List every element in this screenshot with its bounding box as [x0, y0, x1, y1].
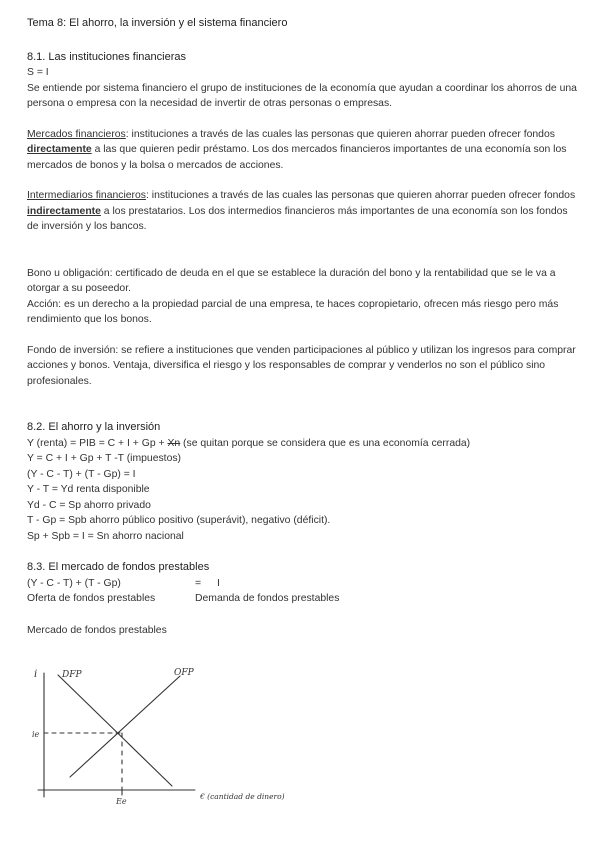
directamente-keyword: directamente — [27, 144, 92, 155]
accion-definition: Acción: es un derecho a la propiedad parcial de una empresa, te haces copropietario, ofrecen más riesgo pero más rendimiento que los bonos. — [27, 298, 559, 325]
fondo-inversion-definition: Fondo de inversión: se refiere a instituciones que venden participaciones al público y utilizan los ingresos para comprar acciones y bonos. Ventaja, diversifica el riesgo y los responsables de comprar y venderlos no son el público sino profesionales. — [27, 344, 576, 387]
demand-curve — [58, 675, 172, 786]
mercados-financieros-term: Mercados financieros — [27, 128, 126, 140]
equation-line-3: (Y - C - T) + (T - Gp) = I — [27, 468, 136, 480]
loanable-funds-equation: (Y - C - T) + (T - Gp) = I — [27, 577, 220, 589]
equation-line-2: Y = C + I + Gp + T -T (impuestos) — [27, 453, 182, 464]
equation-line-1: Y (renta) = PIB = C + I + Gp + Xn (se quitan porque se considera que es una economía cerrada) — [27, 437, 471, 449]
equation-line-5: Yd - C = Sp ahorro privado — [27, 499, 151, 511]
equation-line-6: T - Gp = Spb ahorro público positivo (superávit), negativo (déficit). — [27, 515, 331, 526]
intro-paragraph: Se entiende por sistema financiero el grupo de instituciones de la economía que ayudan a coordinar los ahorros de una persona o empresa con la necesidad de invertir de otras personas o empresas. — [27, 82, 577, 109]
section-8-1-heading: 8.1. Las instituciones financieras — [27, 50, 186, 63]
loanable-funds-graph — [30, 663, 300, 813]
ie-label: ie — [32, 730, 40, 739]
xe-label: Ee — [116, 797, 127, 806]
section-8-3-heading: 8.3. El mercado de fondos prestables — [27, 561, 210, 573]
formula-s-equals-i: S = I — [27, 67, 49, 78]
indirectamente-keyword: indirectamente — [27, 205, 101, 217]
graph-title: Mercado de fondos prestables — [27, 624, 167, 636]
y-axis-label: i — [34, 669, 38, 680]
equation-line-4: Y - T = Yd renta disponible — [27, 484, 150, 495]
mercados-financieros-paragraph: Mercados financieros: instituciones a través de las cuales las personas que quieren ahorrar pueden ofrecer fondos directamente a las que quieren pedir préstamo. Los dos mercados financieros importantes de una economía son los mercados de bonos y la bolsa o mercados de acciones. — [27, 128, 567, 171]
x-axis-label: € (cantidad de dinero) — [200, 792, 285, 801]
equation-line-7: Sp + Spb = I = Sn ahorro nacional — [27, 530, 184, 542]
page-title: Tema 8: El ahorro, la inversión y el sistema financiero — [27, 17, 288, 29]
demand-curve-label: DFP — [62, 670, 82, 680]
supply-curve-label: OFP — [174, 668, 194, 678]
loanable-funds-labels: Oferta de fondos prestables Demanda de fondos prestables — [27, 593, 340, 604]
bono-definition: Bono u obligación: certificado de deuda en el que se establece la duración del bono y la rentabilidad que se le va a otorgar a su poseedor. — [27, 267, 556, 294]
section-8-2-heading: 8.2. El ahorro y la inversión — [27, 421, 161, 433]
intermediarios-financieros-term: Intermediarios financieros — [27, 190, 146, 201]
intermediarios-financieros-paragraph: Intermediarios financieros: instituciones a través de las cuales las personas que quieren ahorrar pueden ofrecer fondos indirectamente a los prestatarios. Los dos intermedios financieros más importantes de una economía son los fondos de inversión y los bancos. — [27, 190, 576, 232]
document-page — [27, 16, 582, 638]
supply-curve — [70, 676, 180, 777]
